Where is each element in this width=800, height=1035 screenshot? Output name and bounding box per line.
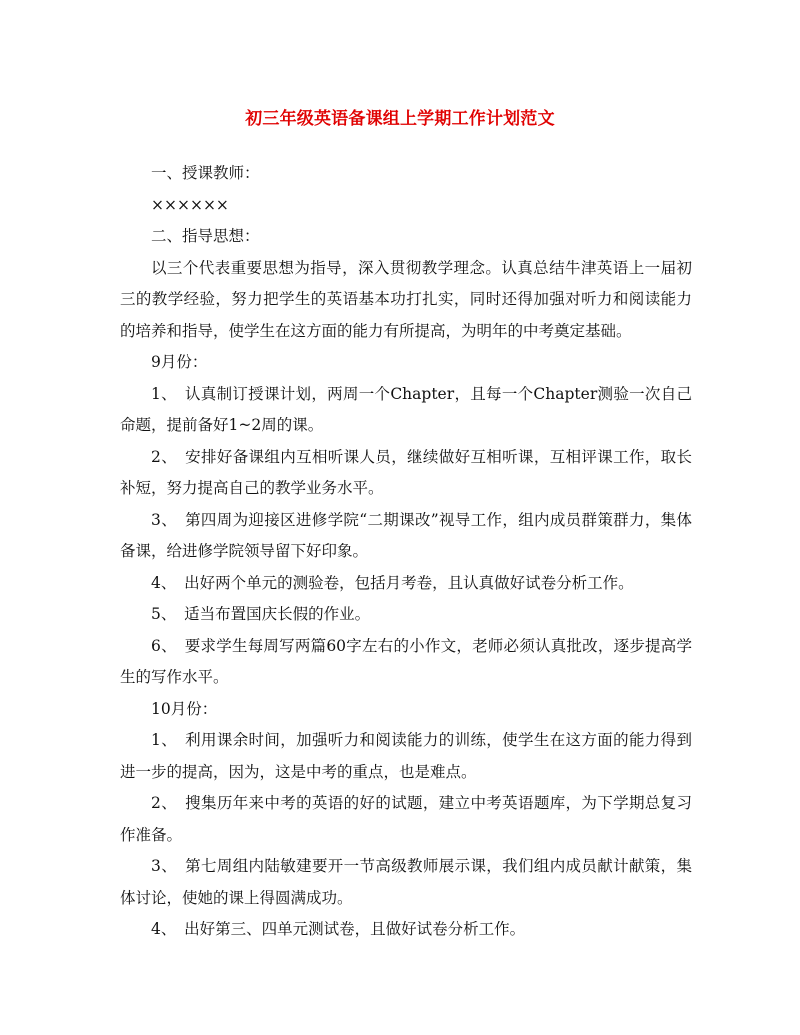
september-item-6: 6、 要求学生每周写两篇60字左右的小作文，老师必须认真批改，逐步提高学生的写作水平。 [120, 636, 692, 686]
september-item-5: 5、 适当布置国庆长假的作业。 [151, 605, 371, 623]
october-item-4: 4、 出好第三、四单元测试卷，且做好试卷分析工作。 [151, 920, 526, 938]
september-item-2: 2、 安排好备课组内互相听课人员，继续做好互相听课，互相评课工作，取长补短，努力提高自己的教学业务水平。 [120, 447, 692, 497]
september-item-1: 1、 认真制订授课计划，两周一个Chapter，且每一个Chapter测验一次自己命题，提前备好1~2周的课。 [120, 384, 692, 434]
october-item-2: 2、 搜集历年来中考的英语的好的试题，建立中考英语题库，为下学期总复习作准备。 [120, 794, 692, 844]
september-item-3: 3、 第四周为迎接区进修学院“二期课改”视导工作，组内成员群策群力，集体备课，给进修学院领导留下好印象。 [120, 510, 692, 560]
september-item-4: 4、 出好两个单元的测验卷，包括月考卷，且认真做好试卷分析工作。 [151, 573, 634, 592]
guidance-heading: 二、指导思想： [151, 227, 260, 245]
october-item-3: 3、 第七周组内陆敏建要开一节高级教师展示课，我们组内成员献计献策，集体讨论，使她的课上得圆满成功。 [120, 857, 692, 907]
document-body [120, 158, 692, 946]
teacher-heading: 一、授课教师： [151, 164, 260, 182]
document-title: 初三年级英语备课组上学期工作计划范文 [245, 109, 555, 129]
teacher-names: ×××××× [151, 195, 229, 214]
guidance-paragraph: 以三个代表重要思想为指导，深入贯彻教学理念。认真总结牛津英语上一届初三的教学经验，努力把学生的英语基本功打扎实，同时还得加强对听力和阅读能力的培养和指导，使学生在这方面的能力有所提高，为明年的中考奠定基础。 [120, 258, 692, 340]
september-heading: 9月份： [151, 353, 208, 371]
october-heading: 10月份： [151, 699, 218, 718]
october-item-1: 1、 利用课余时间，加强听力和阅读能力的训练，使学生在这方面的能力得到进一步的提高，因为，这是中考的重点，也是难点。 [120, 731, 692, 781]
